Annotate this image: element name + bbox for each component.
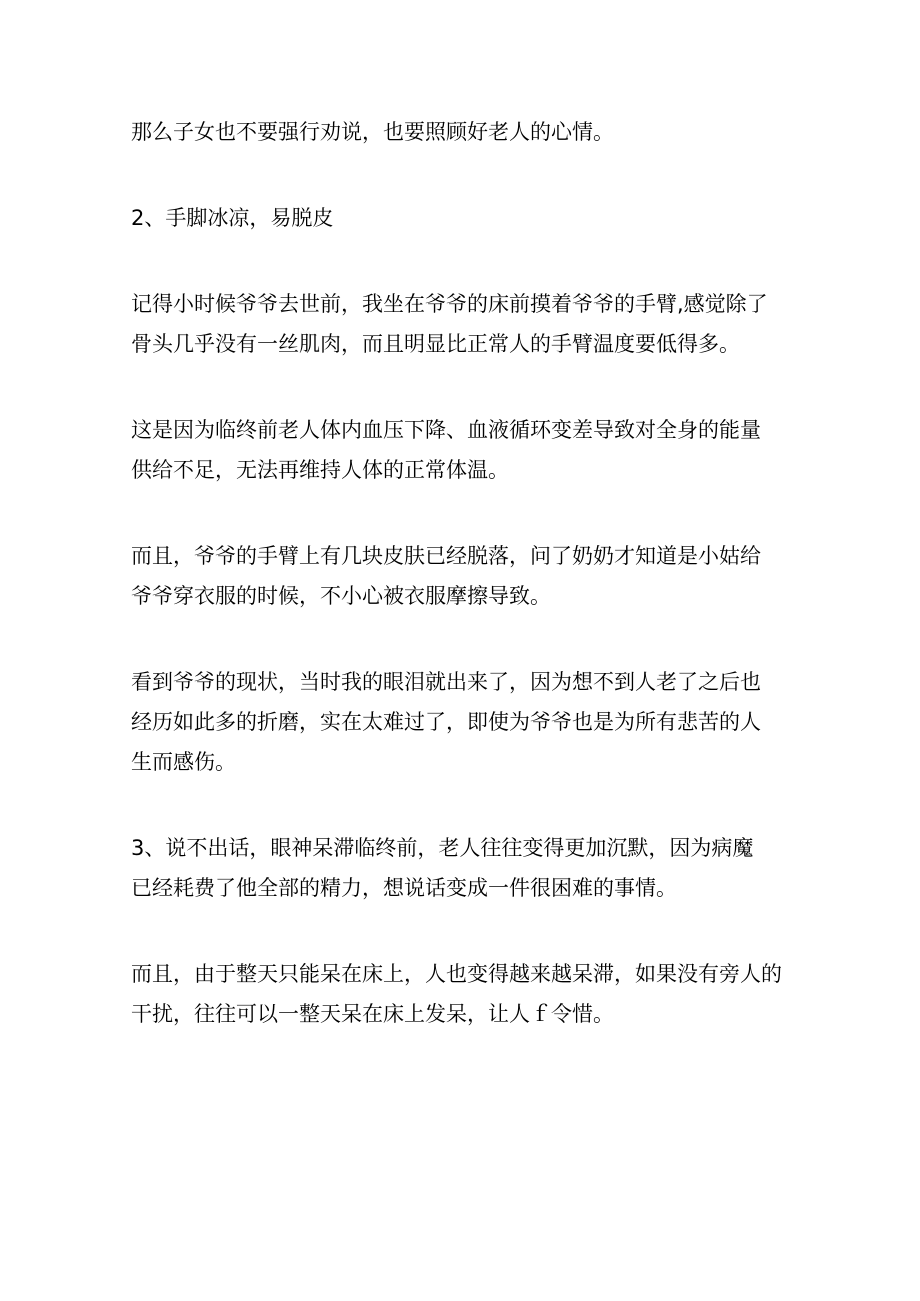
section-heading-3 xyxy=(131,828,791,908)
text-line: 2、手脚冰凉，易脱皮 xyxy=(131,206,334,230)
paragraph-gap xyxy=(131,152,791,198)
text-line: 干扰，往往可以一整天呆在床上发呆，让人ｆ令惜。 xyxy=(131,1002,614,1026)
paragraph-gap xyxy=(131,490,791,536)
paragraph-gap xyxy=(131,238,791,284)
text-line: 那么子女也不要强行劝说，也要照顾好老人的心情。 xyxy=(131,120,614,144)
text-line: 已经耗费了他全部的精力，想说话变成一件很困难的事情。 xyxy=(131,876,677,900)
text-line: 记得小时候爷爷去世前，我坐在爷爷的床前摸着爷爷的手臂,感觉除了 xyxy=(131,292,768,316)
text-line: 而且，爷爷的手臂上有几块皮肤已经脱落，问了奶奶才知道是小姑给 xyxy=(131,544,761,568)
text-line: 而且，由于整天只能呆在床上，人也变得越来越呆滞，如果没有旁人的 xyxy=(131,962,782,986)
paragraph-5 xyxy=(131,536,791,616)
text-line: 骨头几乎没有一丝肌肉，而且明显比正常人的手臂温度要低得多。 xyxy=(131,332,740,356)
text-line: 3、说不出话，眼神呆滞临终前，老人往往变得更加沉默，因为病魔 xyxy=(131,836,754,860)
paragraph-gap xyxy=(131,616,791,662)
paragraph-1 xyxy=(131,112,791,152)
paragraph-4 xyxy=(131,410,791,490)
paragraph-6 xyxy=(131,662,791,782)
text-line: 看到爷爷的现状，当时我的眼泪就出来了，因为想不到人老了之后也 xyxy=(131,670,761,694)
text-line: 爷爷穿衣服的时候，不小心被衣服摩擦导致。 xyxy=(131,584,551,608)
paragraph-8 xyxy=(131,954,791,1034)
text-line: 供给不足，无法再维持人体的正常体温。 xyxy=(131,458,509,482)
paragraph-gap xyxy=(131,782,791,828)
text-line: 这是因为临终前老人体内血压下降、血液循环变差导致对全身的能量 xyxy=(131,418,761,442)
paragraph-gap xyxy=(131,908,791,954)
document-body xyxy=(131,112,791,1034)
text-line: 经历如此多的折磨，实在太难过了，即使为爷爷也是为所有悲苦的人 xyxy=(131,710,761,734)
paragraph-3 xyxy=(131,284,791,364)
text-line: 生而感伤。 xyxy=(131,750,236,774)
paragraph-gap xyxy=(131,364,791,410)
section-heading-2 xyxy=(131,198,791,238)
